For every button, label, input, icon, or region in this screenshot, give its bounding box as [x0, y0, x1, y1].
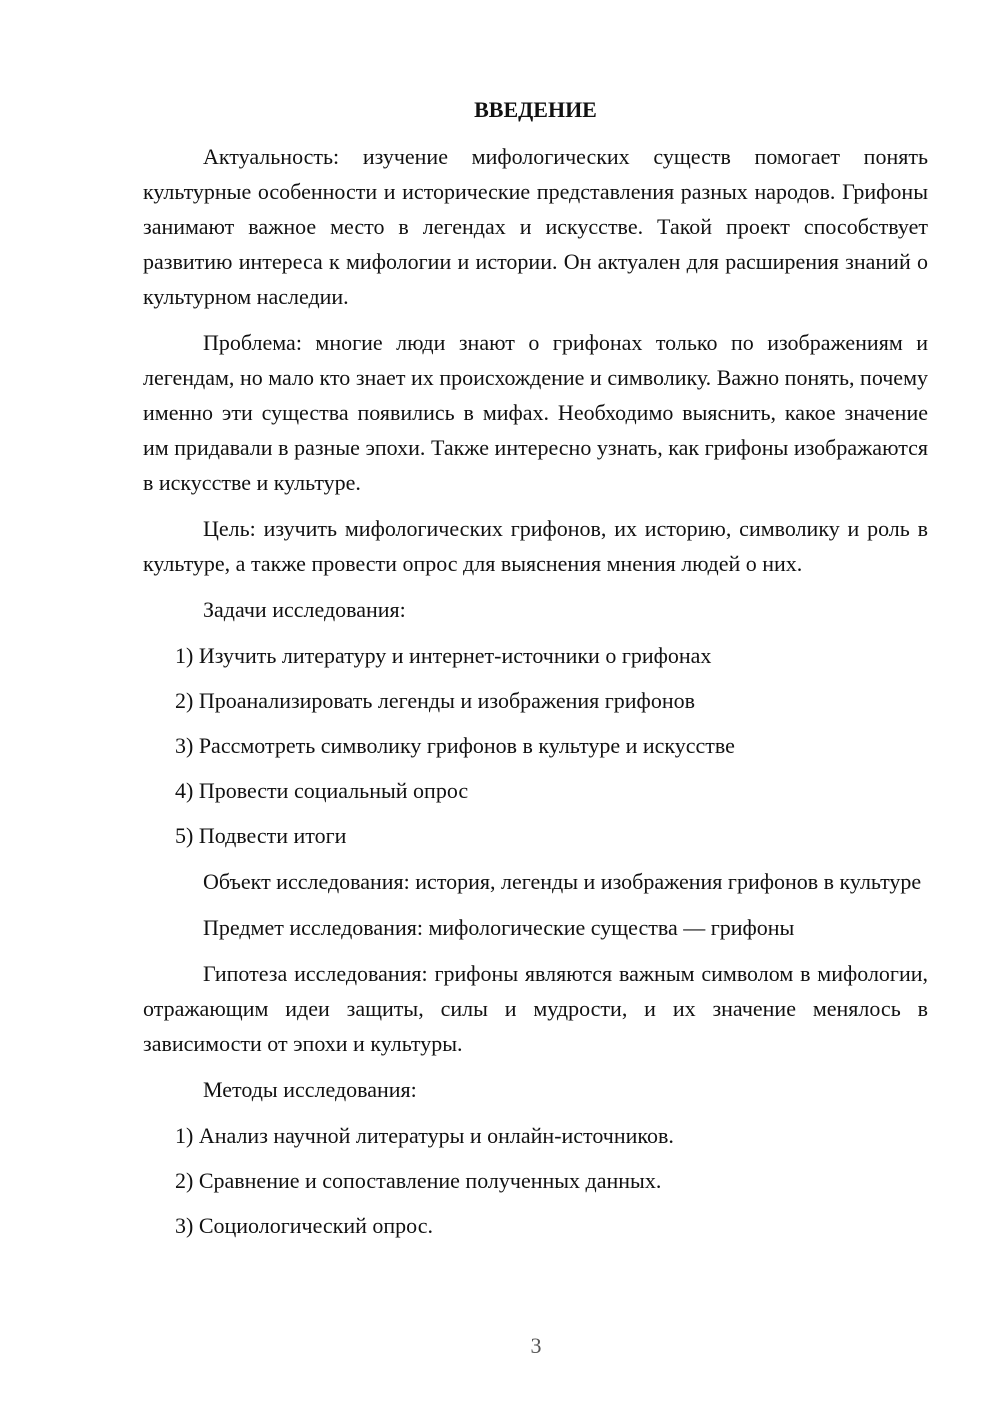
list-item: 4) Провести социальный опрос: [175, 778, 469, 803]
list-item: 3) Социологический опрос.: [175, 1213, 433, 1238]
tasks-intro: Задачи исследования:: [203, 597, 406, 622]
methods-intro: Методы исследования:: [203, 1077, 417, 1102]
subject-paragraph: Предмет исследования: мифологические существа — грифоны: [203, 915, 795, 940]
hypothesis-paragraph: Гипотеза исследования: грифоны являются важным символом в мифологии, отражающим идеи защиты, силы и мудрости, и их значение менялось в зависимости от эпохи и культуры.: [143, 961, 928, 1056]
document-page: [143, 95, 928, 1253]
list-item: 2) Сравнение и сопоставление полученных данных.: [175, 1168, 662, 1193]
list-item: 2) Проанализировать легенды и изображения грифонов: [175, 688, 695, 713]
goal-paragraph: Цель: изучить мифологических грифонов, их историю, символику и роль в культуре, а также провести опрос для выяснения мнения людей о них.: [143, 516, 928, 576]
page-title: ВВЕДЕНИЕ: [474, 97, 597, 122]
list-item: 1) Изучить литературу и интернет-источники о грифонах: [175, 643, 712, 668]
tasks-list: [143, 638, 928, 853]
page-number: 3: [530, 1333, 542, 1358]
methods-list: [143, 1118, 928, 1243]
list-item: 1) Анализ научной литературы и онлайн-источников.: [175, 1123, 674, 1148]
object-paragraph: Объект исследования: история, легенды и изображения грифонов в культуре: [203, 869, 922, 894]
relevance-paragraph: Актуальность: изучение мифологических существ помогает понять культурные особенности и исторические представления разных народов. Грифоны занимают важное место в легендах и искусстве. Такой проект способствует развитию интереса к мифологии и истории. Он актуален для расширения знаний о культурном наследии.: [143, 144, 928, 309]
list-item: 3) Рассмотреть символику грифонов в культуре и искусстве: [175, 733, 735, 758]
list-item: 5) Подвести итоги: [175, 823, 347, 848]
problem-paragraph: Проблема: многие люди знают о грифонах только по изображениям и легендам, но мало кто знает их происхождение и символику. Важно понять, почему именно эти существа появились в мифах. Необходимо выяснить, какое значение им придавали в разные эпохи. Также интересно узнать, как грифоны изображаются в искусстве и культуре.: [143, 330, 928, 495]
